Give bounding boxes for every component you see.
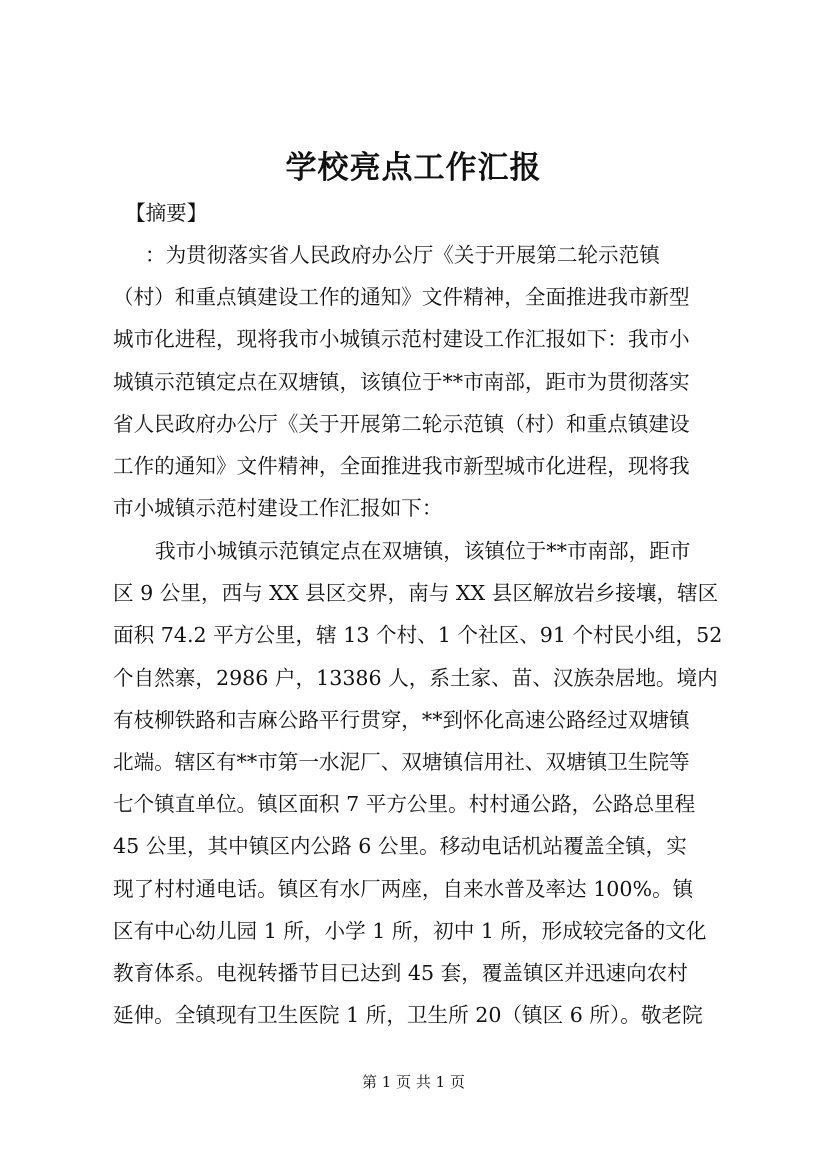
paragraph-line: 城市化进程，现将我市小城镇示范村建设工作汇报如下：我市小	[113, 327, 690, 352]
paragraph-line: 区有中心幼儿园 1 所，小学 1 所，初中 1 所，形成较完备的文化	[113, 918, 707, 943]
paragraph-line: 工作的通知》文件精神，全面推进我市新型城市化进程，现将我	[113, 453, 690, 478]
paragraph-line: 北端。辖区有**市第一水泥厂、双塘镇信用社、双塘镇卫生院等	[113, 749, 690, 774]
paragraph-2	[113, 530, 723, 1036]
paragraph-line: 我市小城镇示范镇定点在双塘镇，该镇位于**市南部，距市	[155, 539, 691, 563]
paragraph-line: 区 9 公里，西与 XX 县区交界，南与 XX 县区解放岩乡接壤，辖区	[113, 581, 719, 606]
paragraph-line: 城镇示范镇定点在双塘镇，该镇位于**市南部，距市为贯彻落实	[113, 369, 690, 394]
abstract-heading: 【摘要】	[125, 201, 208, 225]
paragraph-line: （村）和重点镇建设工作的通知》文件精神，全面推进我市新型	[113, 285, 690, 310]
paragraph-1	[113, 234, 723, 529]
paragraph-line: 45 公里，其中镇区内公路 6 公里。移动电话机站覆盖全镇，实	[113, 834, 687, 859]
paragraph-line: 教育体系。电视转播节目已达到 45 套，覆盖镇区并迅速向农村	[113, 960, 688, 985]
paragraph-line: 市小城镇示范村建设工作汇报如下：	[113, 496, 443, 521]
paragraph-line: 个自然寨，2986 户，13386 人，系土家、苗、汉族杂居地。境内	[113, 665, 718, 690]
paragraph-line: ：为贯彻落实省人民政府办公厅《关于开展第二轮示范镇	[145, 243, 660, 267]
paragraph-line: 现了村村通电话。镇区有水厂两座，自来水普及率达 100%。镇	[113, 876, 694, 901]
paragraph-line: 有枝柳铁路和吉麻公路平行贯穿，**到怀化高速公路经过双塘镇	[113, 707, 690, 732]
paragraph-line: 延伸。全镇现有卫生医院 1 所，卫生所 20（镇区 6 所）。敬老院	[113, 1003, 703, 1028]
page-footer: 第 1 页 共 1 页	[362, 1073, 465, 1091]
paragraph-line: 七个镇直单位。镇区面积 7 平方公里。村村通公路，公路总里程	[113, 792, 696, 817]
paragraph-line: 省人民政府办公厅《关于开展第二轮示范镇（村）和重点镇建设	[113, 411, 690, 436]
paragraph-line: 面积 74.2 平方公里，辖 13 个村、1 个社区、91 个村民小组，52	[113, 623, 723, 648]
document-title: 学校亮点工作汇报	[285, 150, 542, 186]
